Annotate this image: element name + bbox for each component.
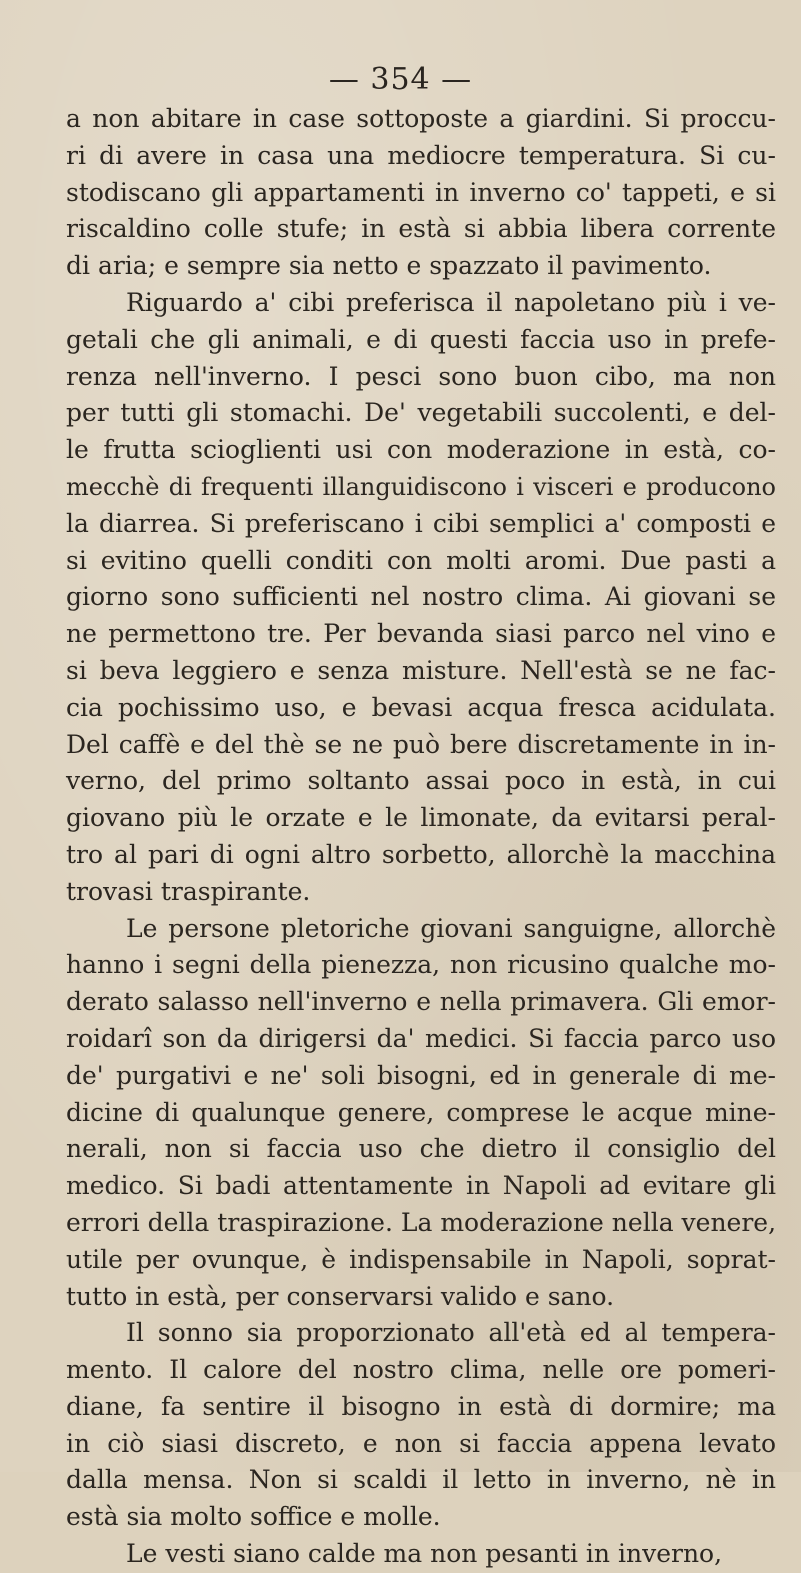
text-line: giorno sono sufficienti nel nostro clima. Ai giovani se: [66, 582, 776, 612]
text-line: derato salasso nell'inverno e nella primavera. Gli emor-: [66, 987, 776, 1017]
text-line: Il sonno sia proporzionato all'età ed al tempera-: [126, 1318, 776, 1348]
text-line: per tutti gli stomachi. De' vegetabili succolenti, e del-: [66, 398, 776, 428]
text-line: nerali, non si faccia uso che dietro il consiglio del: [66, 1134, 776, 1164]
text-line: medico. Si badi attentamente in Napoli ad evitare gli: [66, 1171, 776, 1201]
text-line: de' purgativi e ne' soli bisogni, ed in generale di me-: [66, 1060, 776, 1090]
text-line: Le vesti siano calde ma non pesanti in inverno,: [126, 1539, 723, 1569]
text-line: verno, del primo soltanto assai poco in està, in cui: [66, 766, 776, 796]
text-line: si beva leggiero e senza misture. Nell'està se ne fac-: [66, 655, 776, 685]
text-line: Del caffè e del thè se ne può bere discretamente in in-: [66, 729, 776, 759]
page-number: — 354 —: [328, 62, 473, 97]
text-line: mecchè di frequenti illanguidiscono i visceri e producono: [66, 472, 776, 501]
text-line: stodiscano gli appartamenti in inverno co' tappeti, e si: [66, 177, 776, 207]
text-line: tro al pari di ogni altro sorbetto, allorchè la macchina: [66, 839, 776, 869]
text-line: di aria; e sempre sia netto e spazzato il pavimento.: [66, 251, 712, 281]
text-line: trovasi traspirante.: [66, 876, 311, 906]
text-line: està sia molto soffice e molle.: [66, 1502, 441, 1532]
text-line: la diarrea. Si preferiscano i cibi semplici a' composti e: [66, 508, 776, 538]
text-line: utile per ovunque, è indispensabile in Napoli, soprat-: [66, 1244, 776, 1274]
text-line: getali che gli animali, e di questi faccia uso in prefe-: [66, 324, 776, 354]
text-line: a non abitare in case sottoposte a giardini. Si proccu-: [66, 104, 776, 133]
text-line: si evitino quelli conditi con molti aromi. Due pasti a: [66, 545, 776, 575]
text-line: dalla mensa. Non si scaldi il letto in inverno, nè in: [66, 1465, 776, 1495]
text-line: giovano più le orzate e le limonate, da evitarsi peral-: [66, 803, 776, 833]
body-text: [66, 101, 776, 1573]
text-line: Le persone pletoriche giovani sanguigne, allorchè: [126, 913, 776, 943]
text-line: mento. Il calore del nostro clima, nelle ore pomeri-: [66, 1355, 776, 1385]
text-line: riscaldino colle stufe; in està si abbia libera corrente: [66, 214, 776, 244]
text-line: tutto in està, per conservarsi valido e sano.: [66, 1281, 615, 1311]
text-line: dicine di qualunque genere, comprese le acque mine-: [66, 1097, 776, 1127]
text-line: ne permettono tre. Per bevanda siasi parco nel vino e: [66, 619, 776, 649]
text-line: diane, fa sentire il bisogno in està di dormire; ma: [66, 1391, 776, 1421]
text-line: hanno i segni della pienezza, non ricusino qualche mo-: [66, 950, 776, 980]
text-line: cia pochissimo uso, e bevasi acqua fresca acidulata.: [66, 692, 776, 722]
text-line: le frutta scioglienti usi con moderazione in està, co-: [66, 435, 776, 465]
text-line: Riguardo a' cibi preferisca il napoletano più i ve-: [126, 287, 776, 317]
text-line: errori della traspirazione. La moderazione nella venere,: [66, 1207, 777, 1237]
text-line: in ciò siasi discreto, e non si faccia appena levato: [66, 1428, 776, 1458]
text-line: roidarî son da dirigersi da' medici. Si faccia parco uso: [66, 1023, 776, 1053]
text-line: renza nell'inverno. I pesci sono buon cibo, ma non: [66, 361, 776, 391]
text-line: ri di avere in casa una mediocre temperatura. Si cu-: [66, 140, 776, 170]
